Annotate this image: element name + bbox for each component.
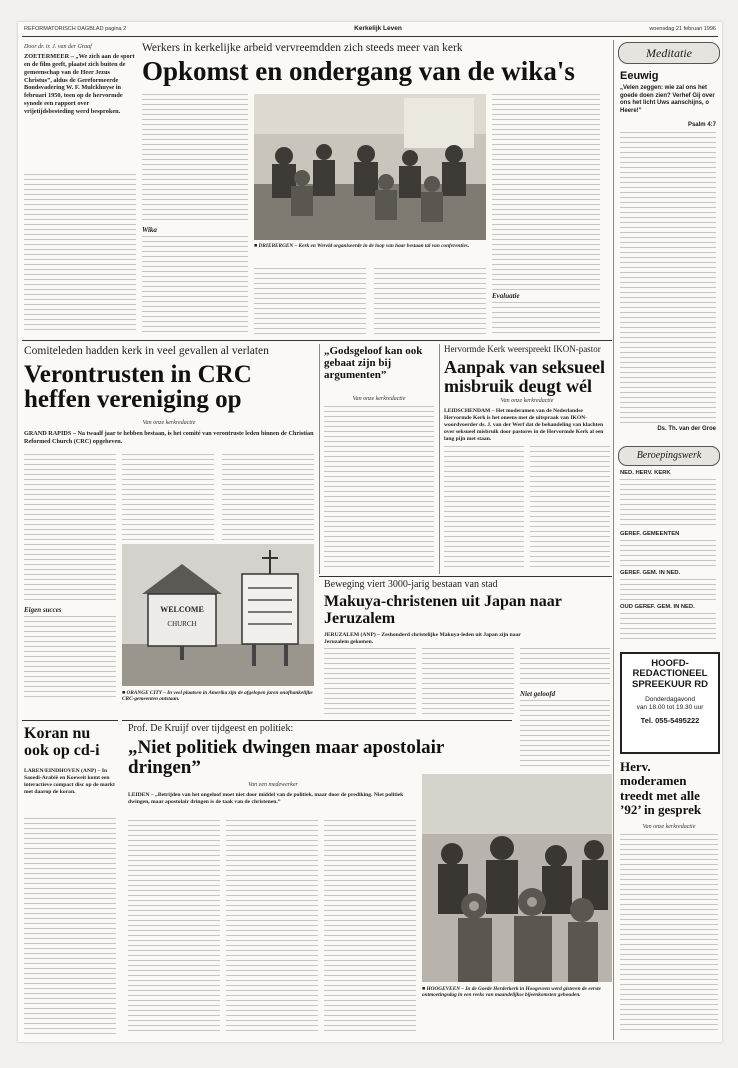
article2-byline: Van onze kerkredactie: [142, 420, 196, 426]
article1-kicker: Werkers in kerkelijke arbeid vervreemdden zich steeds meer van kerk: [142, 42, 463, 54]
article1-lead: ZOETERMEER – „We zich aan de sport en de film geeft, plaatst zich buiten de gemeenschap van de Heer Jezus Christus”, aldus de Gereformeerde Bondsvadering W. F. Mulckhuyse in februari 1950, toen op de hervormde synode een rapport over vrijetijdsbesteding werd besproken.: [24, 53, 135, 116]
article2-caption: ■ ORANGE CITY – In veel plaatsen in Amerika zijn de afgelopen jaren onafhankelijke CRC-gemeenten ontstaan.: [122, 690, 313, 703]
section-rule-2: [319, 576, 612, 577]
article4-byline: Van onze kerkredactie: [500, 398, 554, 404]
masthead-section: Kerkelijk Leven: [354, 25, 402, 32]
section-rule-3: [122, 720, 512, 721]
meditatie-title: Eeuwig: [620, 70, 659, 82]
meditatie-ref: Psalm 4:7: [687, 122, 716, 128]
masthead-rule: [22, 36, 718, 37]
article7-lead: LAREN/EINDHOVEN (ANP) – In Saoedi-Arabië en Koeweit komt een interactieve compact disc op de markt met daarop de koran.: [24, 768, 115, 795]
article3-text: [324, 406, 434, 570]
article6-headline: „Niet politiek dwingen maar apostolair dringen”: [128, 737, 444, 778]
article7-text: [24, 818, 116, 1034]
beroepingswerk-badge: [618, 446, 720, 466]
church-sign-illustration: [122, 544, 314, 686]
article6-col1-text: [128, 820, 220, 1034]
article2-col1-text: [24, 454, 116, 604]
article6-lead: LEIDEN – „Betrijden van het ongeloof moet niet door middel van de politiek, maar door de prediking. Niet politiek dwingen, maar apostolair dringen is de taak van de christenen.”: [128, 792, 404, 805]
beroep-text-3: [620, 579, 716, 601]
article1-col1-text: [24, 174, 136, 334]
article4-lead: LEIDSCHENDAM – Het moderamen van de Nederlandse Hervormde Kerk is het oneens met de uitspraak van IKON-woordvoerder ds. J. van der Werf dat de behandeling van klachten over seksueel misbruik door pastores in de Hervormde Kerk al een lang pijn met staan.: [444, 408, 604, 442]
spreekuur-ad: [620, 652, 720, 754]
article8-text: [620, 834, 718, 1034]
article4-rule: [439, 344, 440, 574]
article2-sub: Eigen succes: [24, 606, 62, 614]
article3-rule: [319, 344, 320, 574]
article1-col5-text-b: [492, 302, 600, 334]
ad-line2: van 18.00 tot 19.30 uur: [636, 704, 704, 712]
article4-kicker: Hervormde Kerk weerspreekt IKON-pastor: [444, 344, 601, 354]
beroep-text-1: [620, 479, 716, 527]
article2-kicker: Comiteleden hadden kerk in veel gevallen al verlaten: [24, 345, 269, 357]
masthead-date: woensdag 21 februari 1996: [649, 26, 716, 32]
sign-welcome: WELCOME: [160, 605, 204, 614]
masthead-left: REFORMATORISCH DAGBLAD pagina 2: [24, 26, 127, 32]
sign-church: CHURCH: [167, 620, 197, 628]
article6-byline: Van een medewerker: [248, 782, 298, 788]
ad-phone: Tel. 055-5495222: [640, 716, 700, 726]
beroep-section-3: GEREF. GEM. IN NED.: [620, 570, 681, 576]
meditatie-author: Ds. Th. van der Groe: [657, 426, 716, 432]
newspaper-page: [18, 22, 722, 1042]
beroep-section-1: NED. HERV. KERK: [620, 470, 671, 476]
article2-lead: GRAND RAPIDS – Na twaalf jaar te hebben bestaan, is het comité van verontruste leden binnen de Christian Reformed Church (CRC) opgeheven.: [24, 430, 314, 445]
article1-photo: [254, 94, 486, 240]
article3-headline: „Godsgeloof kan ook gebaat zijn bij argumenten”: [324, 345, 423, 382]
article1-sub-evaluatie: Evaluatie: [492, 292, 520, 300]
meditatie-badge: [618, 42, 720, 64]
meditatie-intro: „Velen zeggen: wie zal ons het goede doen zien? Verhef Gij over ons het licht Uws aanschijns, o Heere!”: [620, 85, 715, 114]
article8-byline: Van onze kerkredactie: [642, 824, 696, 830]
congregation-illustration: [422, 774, 612, 982]
article5-sub: Niet geloofd: [520, 690, 556, 698]
article1-col2-text-b: [142, 236, 248, 334]
article6-col2-text: [226, 820, 318, 1034]
article2-col2-text: [122, 454, 214, 540]
ad-title: HOOFD-REDACTIONEEL SPREEKUUR RD: [631, 658, 708, 690]
meditatie-badge-label: Meditatie: [646, 46, 692, 60]
article1-col2-text-a: [142, 94, 248, 224]
article5-caption: ■ HOOGEVEEN – In de Goede Herderkerk in Hoogeveen werd gisteren de eerste ontmoetingsdag in een reeks van maandelijkse bijeenkomsten gehouden.: [422, 986, 601, 999]
ad-line1: Donderdagavond: [645, 696, 695, 704]
article2-headline: Verontrusten in CRC heffen vereniging op: [24, 361, 252, 413]
section-rule-4: [22, 720, 118, 721]
article4-col2-text: [530, 446, 610, 570]
article5-col1-text: [324, 648, 416, 718]
article1-caption: ■ DRIEBERGEN – Kerk en Wereld organiseerde in de loop van haar bestaan tal van conferenties.: [254, 243, 470, 249]
article5-headline: Makuya-christenen uit Japan naar Jeruzalem: [324, 593, 562, 627]
section-rule-1: [22, 340, 612, 341]
beroep-section-4: OUD GEREF. GEM. IN NED.: [620, 604, 695, 610]
article5-photo: [422, 774, 612, 982]
article5-col2-text: [422, 648, 514, 718]
article1-headline: Opkomst en ondergang van de wika's: [142, 56, 575, 86]
article5-col3-text-b: [520, 700, 610, 770]
article5-lead: JERUZALEM (ANP) – Zeshonderd christelijke Makuya-leden uit Japan zijn naar Jeruzalem gekomen.: [324, 632, 521, 645]
article6-kicker: Prof. De Kruijf over tijdgeest en politiek:: [128, 723, 294, 734]
meditatie-text: [620, 132, 716, 424]
article6-col3-text: [324, 820, 416, 1034]
beroep-text-2: [620, 540, 716, 566]
article1-col5-text: [492, 94, 600, 290]
article4-col1-text: [444, 446, 524, 570]
article2-col1-text-b: [24, 616, 116, 700]
sidebar-rule: [613, 40, 614, 1040]
article1-col3-text: [254, 268, 366, 334]
article4-headline: Aanpak van seksueel misbruik deugt wél: [444, 357, 606, 396]
article3-byline: Van onze kerkredactie: [352, 396, 406, 402]
beroep-section-2: GEREF. GEMEENTEN: [620, 531, 680, 537]
article5-col3-text: [520, 648, 610, 688]
article1-author: Door dr. ir. J. van der Graaf: [24, 44, 92, 50]
meeting-photo-illustration: [254, 94, 486, 240]
article5-kicker: Beweging viert 3000-jarig bestaan van stad: [324, 579, 498, 590]
article7-headline: Koran nu ook op cd-i: [24, 725, 100, 759]
article2-col3-text: [222, 454, 314, 540]
article2-photo: [122, 544, 314, 686]
beroepingswerk-badge-label: Beroepingswerk: [636, 450, 702, 461]
article1-sub-wika: Wika: [142, 226, 157, 234]
beroep-text-4: [620, 613, 716, 643]
article1-col4-text: [374, 268, 486, 334]
article8-headline: Herv. moderamen treedt met alle ’92’ in gesprek: [620, 759, 702, 817]
